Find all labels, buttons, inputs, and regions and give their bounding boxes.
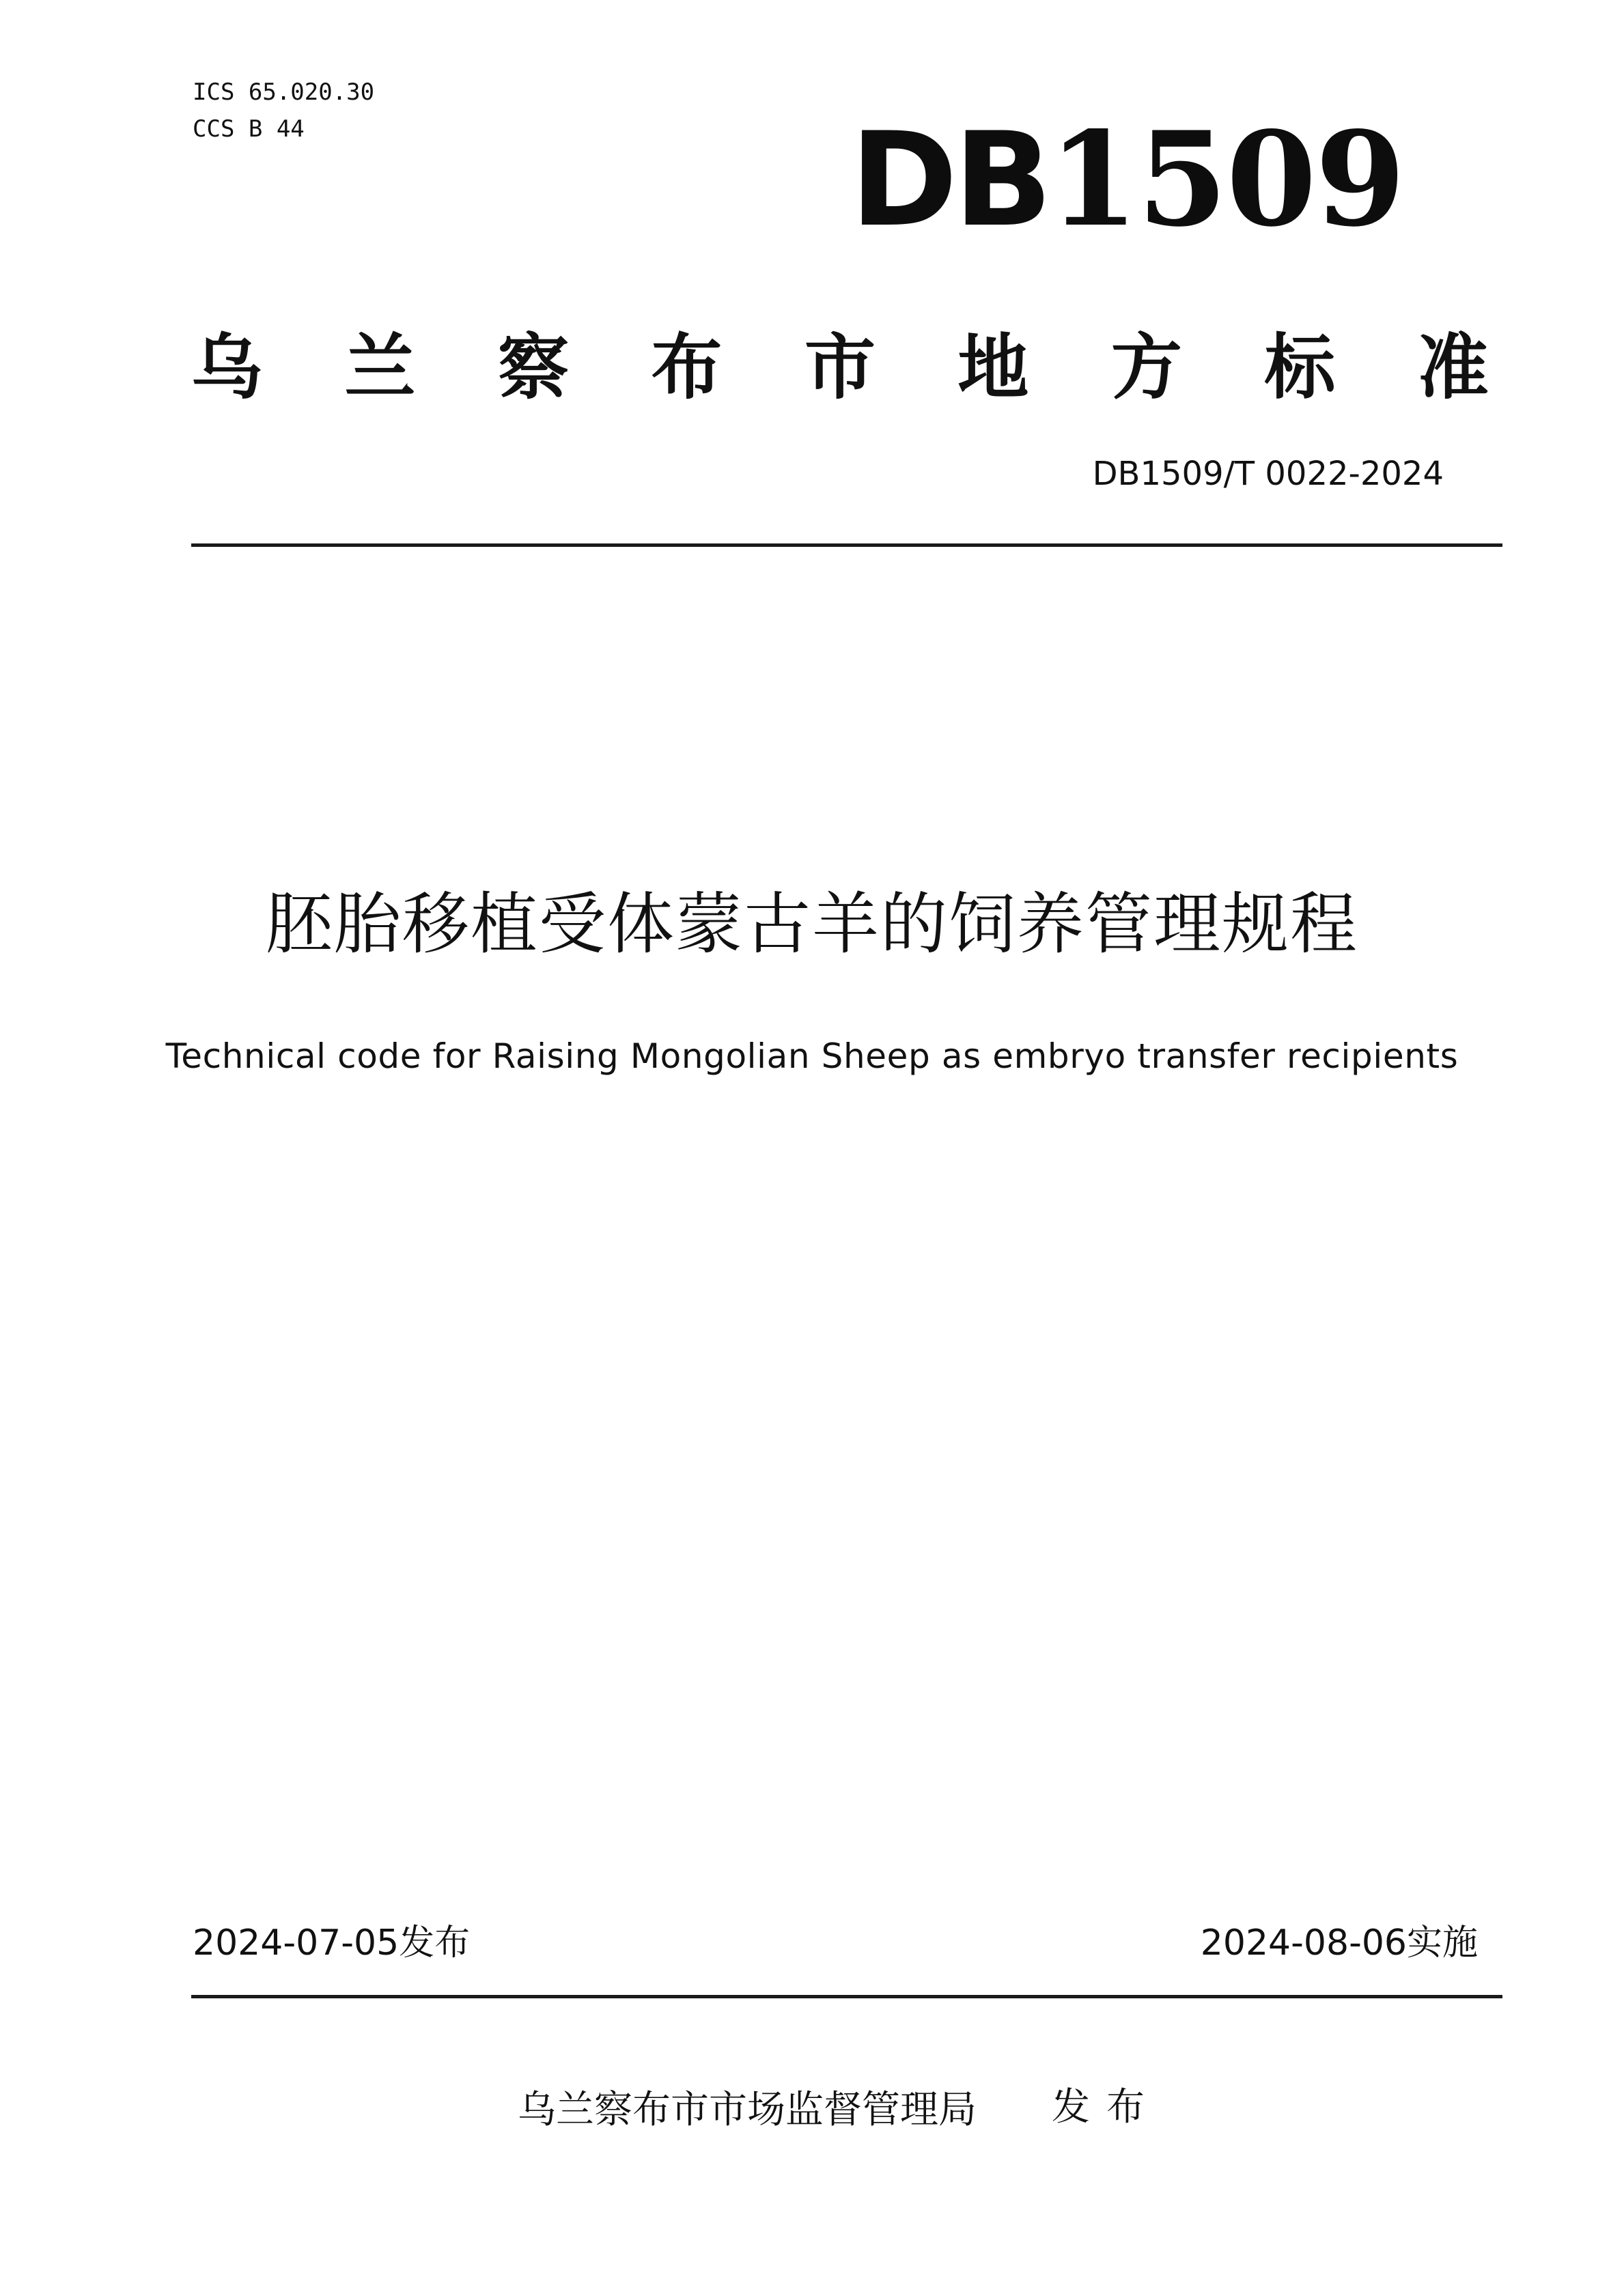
bottom-divider: [191, 1995, 1502, 1998]
standard-category-char: 方: [1110, 326, 1182, 409]
issue-label: 发布: [1052, 2085, 1161, 2129]
db-logo: [850, 103, 1404, 255]
document-title-english: Technical code for Raising Mongolian Sheep as embryo transfer recipients: [165, 1036, 1459, 1076]
standard-category-char: 乌: [191, 326, 263, 409]
logo-prefix: DB: [850, 104, 1049, 255]
standard-category-char: 地: [957, 326, 1029, 409]
standard-category-char: 察: [497, 326, 569, 409]
standard-category: [191, 326, 1489, 408]
document-title-chinese: 胚胎移植受体蒙古羊的饲养管理规程: [265, 885, 1358, 963]
standard-category-char: 布: [651, 326, 723, 409]
issuing-authority: 乌兰察布市市场监督管理局: [518, 2088, 977, 2132]
standard-category-char: 兰: [344, 326, 416, 409]
logo-number: 1509: [1048, 103, 1404, 255]
publish-date: 2024-07-05发布: [193, 1923, 471, 1964]
top-divider: [191, 543, 1502, 547]
standard-category-char: 准: [1417, 326, 1489, 409]
ics-code: ICS 65.020.30: [193, 79, 375, 106]
effective-date: 2024-08-06实施: [1200, 1923, 1478, 1964]
standard-category-char: 标: [1264, 326, 1336, 409]
standard-category-char: 市: [804, 326, 876, 409]
standard-number: DB1509/T 0022-2024: [1092, 455, 1444, 493]
ccs-code: CCS B 44: [193, 115, 305, 143]
